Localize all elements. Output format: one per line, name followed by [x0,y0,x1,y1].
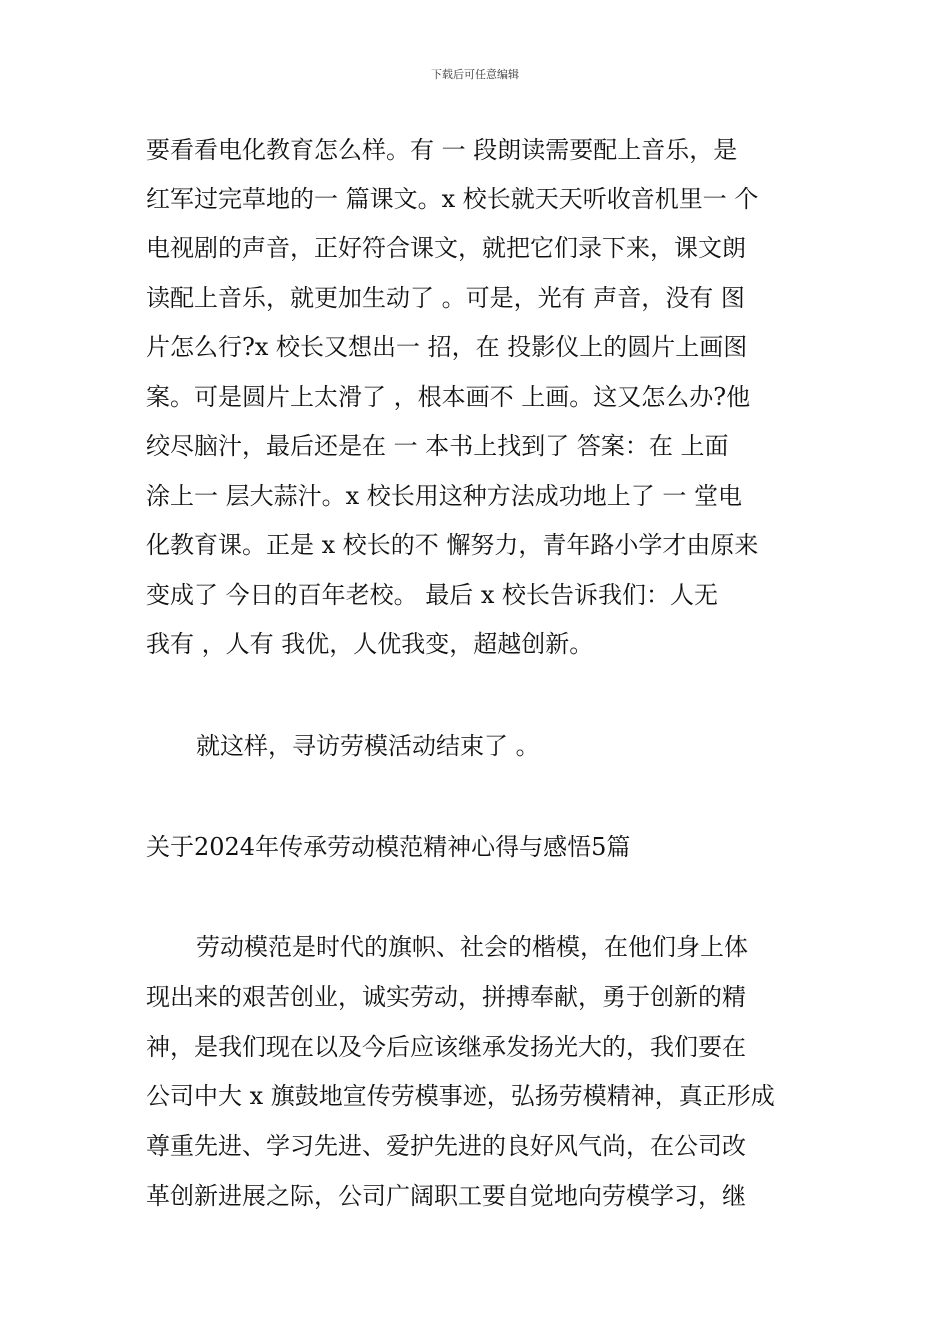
paragraph-line: 涂上一 层大蒜汁。x 校长用这种方法成功地上了 一 堂电 [146,482,743,510]
paragraph-line: 片怎么行?x 校长又想出一 招，在 投影仪上的圆片上画图 [146,333,748,361]
paragraph-line: 变成了 今日的百年老校。 最后 x 校长告诉我们：人无 [146,581,719,609]
paragraph-line: 劳动模范是时代的旗帜、社会的楷模，在他们身上体 [196,933,748,961]
paragraph-line: 我有 ，人有 我优，人优我变，超越创新。 [146,630,594,658]
paragraph-line: 要看看电化教育怎么样。有 一 段朗读需要配上音乐，是 [146,136,738,164]
paragraph-line: 读配上音乐，就更加生动了 。可是，光有 声音，没有 图 [146,284,745,312]
page-header: 下载后可任意编辑 [431,68,519,81]
paragraph-line: 绞尽脑汁，最后还是在 一 本书上找到了 答案：在 上面 [146,432,729,460]
article-title: 关于2024年传承劳动模范精神心得与感悟5篇 [146,833,631,861]
paragraph-line: 红军过完草地的一 篇课文。x 校长就天天听收音机里一 个 [146,185,759,213]
paragraph-line: 神，是我们现在以及今后应该继承发扬光大的，我们要在 [146,1033,746,1061]
paragraph-line: 尊重先进、学习先进、爱护先进的良好风气尚，在公司改 [146,1132,746,1160]
paragraph-line: 案。可是圆片上太滑了 ，根本画不 上画。这又怎么办?他 [146,383,751,411]
paragraph-line: 现出来的艰苦创业，诚实劳动，拼搏奉献，勇于创新的精 [146,983,746,1011]
paragraph-line: 公司中大 x 旗鼓地宣传劳模事迹，弘扬劳模精神，真正形成 [146,1082,775,1110]
paragraph-line: 电视剧的声音，正好符合课文，就把它们录下来，课文朗 [146,234,746,262]
paragraph-line: 化教育课。正是 x 校长的不 懈努力，青年路小学才由原来 [146,531,759,559]
paragraph-2: 就这样，寻访劳模活动结束了 。 [196,732,540,760]
paragraph-line: 革创新进展之际，公司广阔职工要自觉地向劳模学习，继 [146,1182,746,1210]
